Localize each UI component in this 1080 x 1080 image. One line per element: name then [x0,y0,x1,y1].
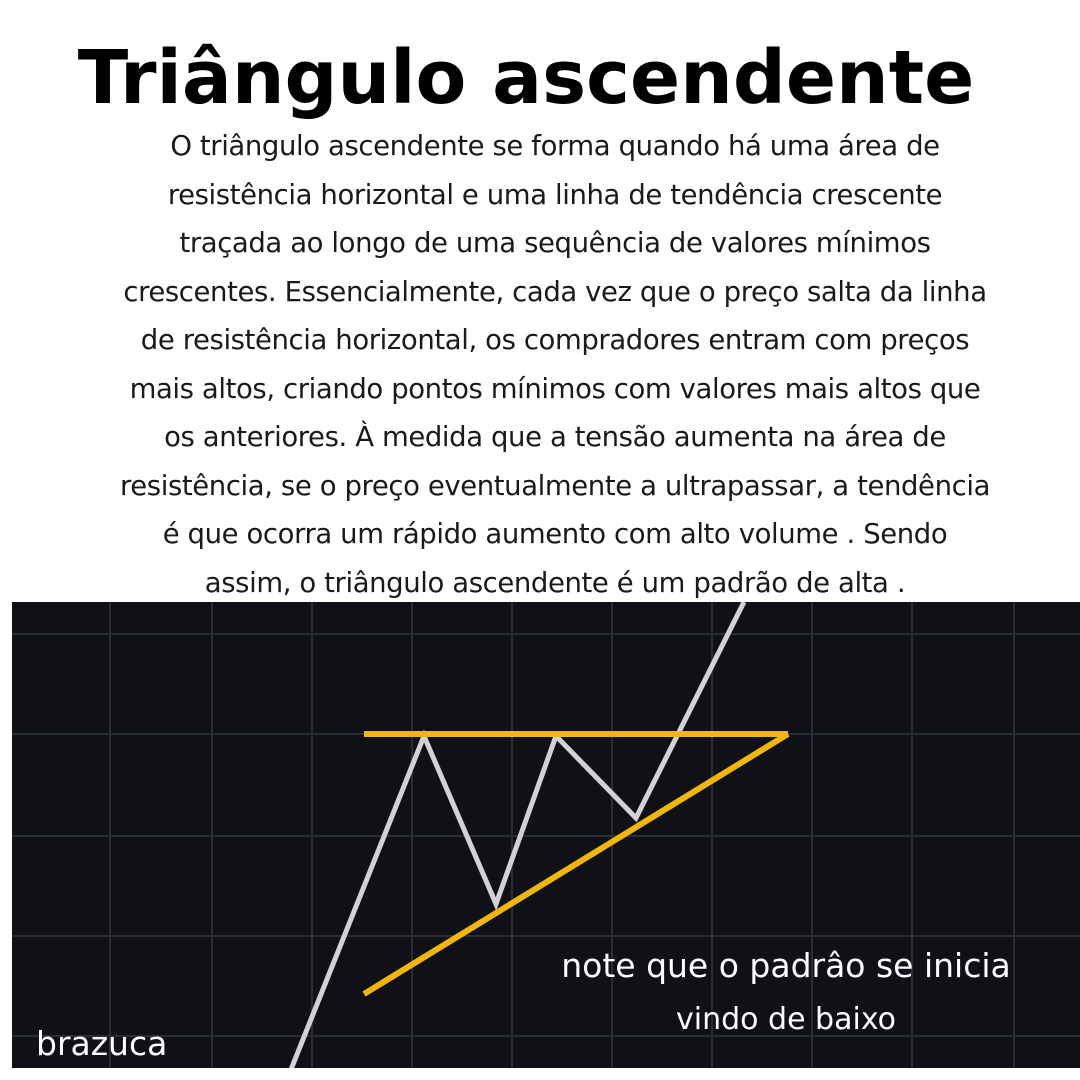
description-line: resistência horizontal e uma linha de tendência crescente [167,178,943,211]
page-title: Triângulo ascendente [77,35,975,121]
description-text [30,122,1080,607]
note-text-line-2: vindo de baixo [675,1002,897,1037]
watermark-text: brazuca [36,1024,168,1063]
description-line: crescentes. Essencialmente, cada vez que o preço salta da linha [123,275,987,308]
description-line: de resistência horizontal, os compradores entram com preços [140,324,970,356]
chart-diagram-panel [12,602,1080,1068]
description-line: traçada ao longo de uma sequência de valores mínimos [179,227,931,259]
description-line: os anteriores. À medida que a tensão aumenta na área de [164,421,946,453]
description-line: O triângulo ascendente se forma quando há uma área de [170,130,940,162]
description-line: mais altos, criando pontos mínimos com valores mais altos que [129,372,981,405]
description-line: resistência, se o preço eventualmente a ultrapassar, a tendência [119,469,991,502]
note-text-line-1: note que o padrâo se inicia [561,946,1011,985]
description-line: é que ocorra um rápido aumento com alto volume . Sendo [162,518,948,550]
description-line: assim, o triângulo ascendente é um padrão de alta . [204,566,906,599]
